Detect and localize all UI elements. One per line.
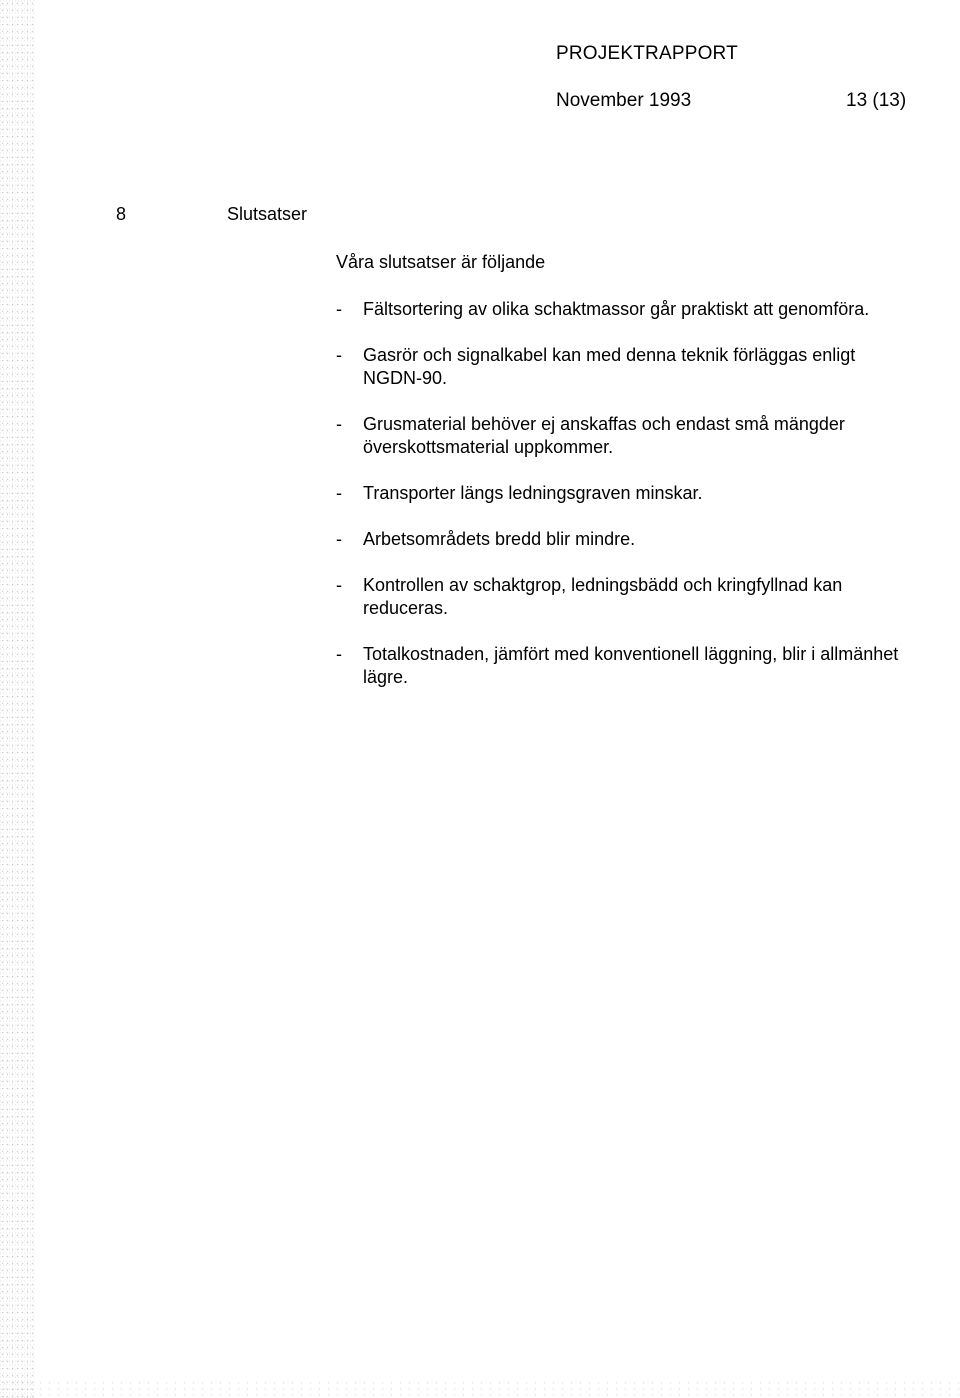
list-item-text: Transporter längs ledningsgraven minskar. [363, 483, 703, 503]
scan-noise-left [0, 0, 34, 1398]
list-item [336, 298, 916, 321]
list-item [336, 482, 916, 505]
list-item-text: Totalkostnaden, jämfört med konventionell läggning, blir i allmänhet lägre. [363, 644, 899, 687]
page-number: 13 (13) [846, 90, 907, 111]
conclusions-list [336, 298, 916, 712]
list-item-text: Grusmaterial behöver ej anskaffas och endast små mängder överskottsmaterial uppkommer. [363, 414, 845, 457]
scan-noise-bottom [0, 1380, 960, 1398]
list-item [336, 344, 916, 390]
bullet-dash: - [336, 644, 342, 664]
list-item [336, 643, 916, 689]
bullet-dash: - [336, 483, 342, 503]
bullet-dash: - [336, 414, 342, 434]
bullet-dash: - [336, 299, 342, 319]
list-item-text: Arbetsområdets bredd blir mindre. [363, 529, 636, 549]
list-item [336, 574, 916, 620]
list-item [336, 528, 916, 551]
bullet-dash: - [336, 575, 342, 595]
list-item-text: Kontrollen av schaktgrop, ledningsbädd och kringfyllnad kan reduceras. [363, 575, 843, 618]
report-date: November 1993 [556, 90, 692, 111]
section-number: 8 [116, 204, 127, 224]
section-title: Slutsatser [227, 204, 308, 224]
bullet-dash: - [336, 345, 342, 365]
list-item-text: Fältsortering av olika schaktmassor går praktiskt att genomföra. [363, 299, 870, 319]
bullet-dash: - [336, 529, 342, 549]
intro-text: Våra slutsatser är följande [336, 252, 546, 272]
list-item [336, 413, 916, 459]
list-item-text: Gasrör och signalkabel kan med denna teknik förläggas enligt NGDN-90. [363, 345, 856, 388]
report-title: PROJEKTRAPPORT [556, 43, 738, 64]
